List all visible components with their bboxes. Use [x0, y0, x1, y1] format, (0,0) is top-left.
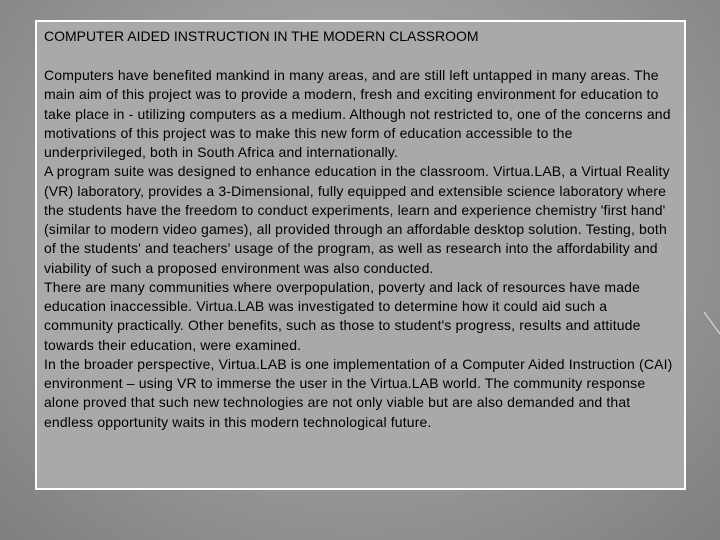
- paragraph-program-suite: A program suite was designed to enhance education in the classroom. Virtua.LAB, a Virtual Reality (VR) laboratory, provides a 3-Dimensional, fully equipped and extensible science laboratory where the students have the freedom to conduct experiments, learn and experience chemistry 'first hand' (similar to modern video games), all provided through an affordable desktop solution. Testing, both of the students' and teachers' usage of the program, as well as research into the affordability and viability of such a proposed environment was also conducted.: [44, 163, 670, 276]
- decorative-line: [680, 300, 720, 360]
- content-text-box: [35, 20, 686, 490]
- paragraph-communities: There are many communities where overpopulation, poverty and lack of resources have made education inaccessible. Virtua.LAB was investigated to determine how it could aid such a community practically. Other benefits, such as those to student's progress, results and attitude towards their education, were examined.: [44, 278, 641, 353]
- paragraph-intro: Computers have benefited mankind in many areas, and are still left untapped in many areas. The main aim of this project was to provide a modern, fresh and exciting environment for education to take place in - utilizing computers as a medium. Although not restricted to, one of the concerns and motivations of this project was to make this new form of education accessible to the underprivileged, both in South Africa and internationally.: [44, 67, 671, 160]
- paragraph-broader-perspective: In the broader perspective, Virtua.LAB is one implementation of a Computer Aided Instruction (CAI) environment – using VR to immerse the user in the Virtua.LAB world. The community response alone proved that such new technologies are not only viable but are also demanded and that endless opportunity waits in this modern technological future.: [44, 355, 673, 430]
- slide-title: COMPUTER AIDED INSTRUCTION IN THE MODERN CLASSROOM: [44, 28, 479, 44]
